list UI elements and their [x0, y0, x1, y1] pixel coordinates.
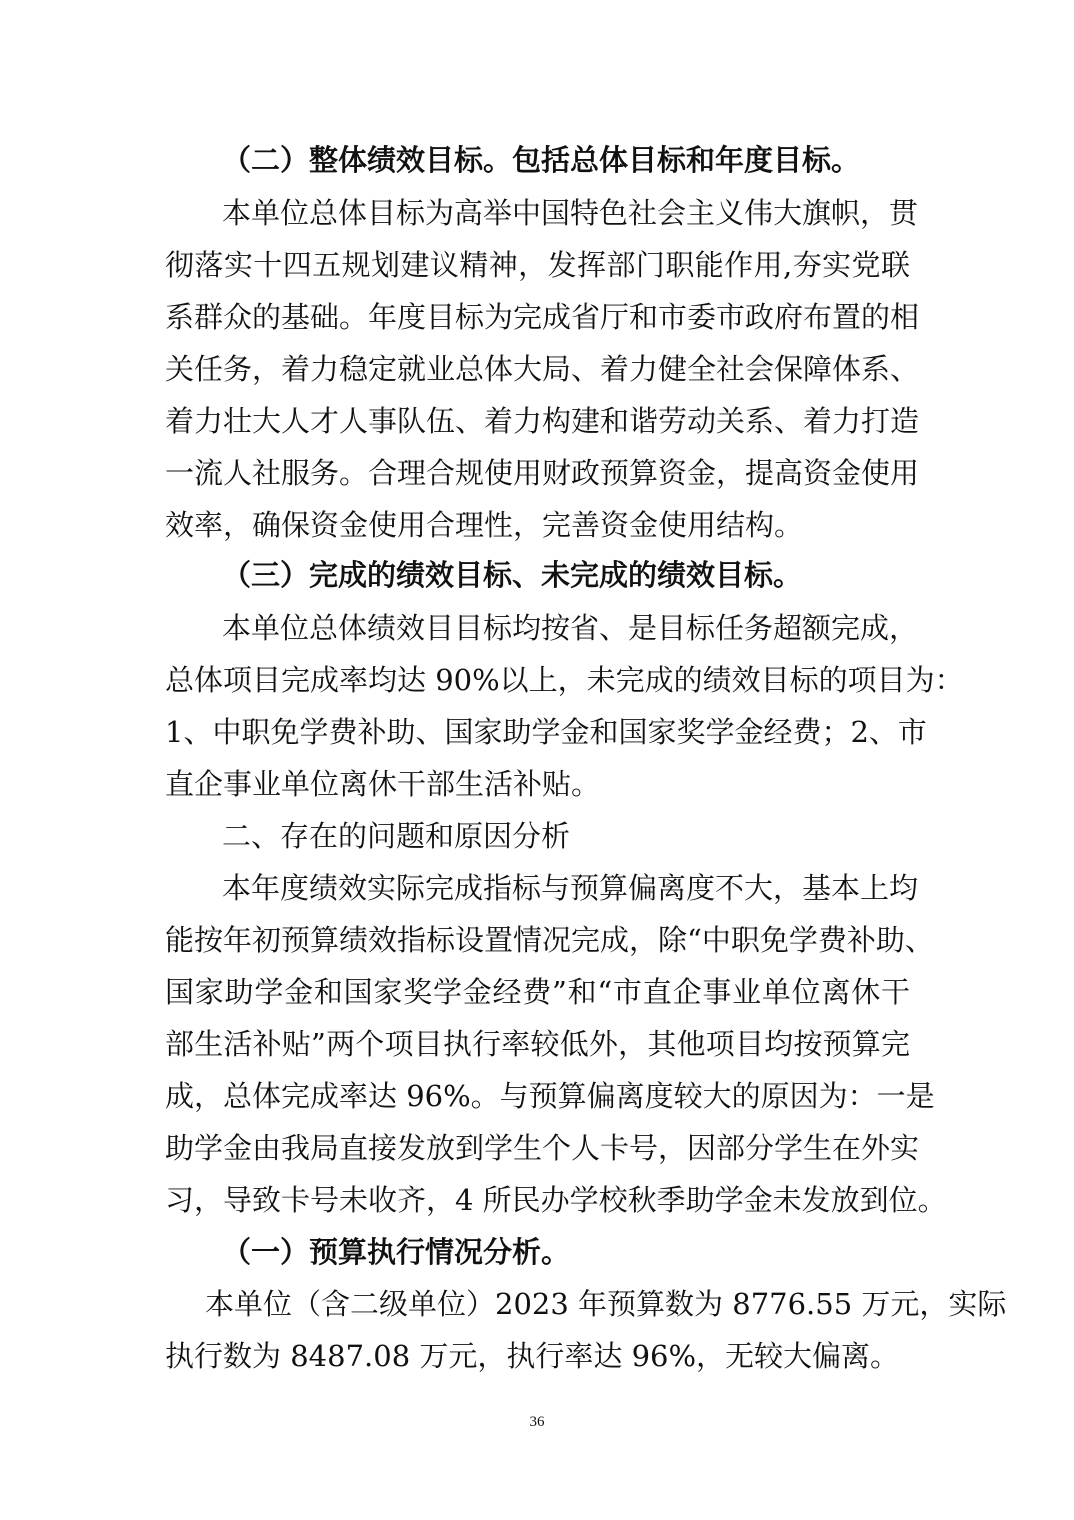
section-heading-completed-goals: （三）完成的绩效目标、未完成的绩效目标。 [222, 558, 803, 592]
paragraph-line: 1、中职免学费补助、国家助学金和国家奖学金经费；2、市 [165, 715, 927, 749]
paragraph-line: 系群众的基础。年度目标为完成省厅和市委市政府布置的相 [165, 300, 920, 334]
paragraph-line: 一流人社服务。合理合规使用财政预算资金，提高资金使用 [165, 456, 920, 490]
paragraph-line: 本单位（含二级单位）2023 年预算数为 8776.55 万元，实际 [205, 1287, 1007, 1321]
part-heading-problems: 二、存在的问题和原因分析 [222, 819, 571, 853]
paragraph-line: 部生活补贴”两个项目执行率较低外，其他项目均按预算完 [165, 1027, 910, 1061]
paragraph-line: 国家助学金和国家奖学金经费”和“市直企事业单位离休干 [165, 975, 910, 1009]
paragraph-line: 成，总体完成率达 96%。与预算偏离度较大的原因为：一是 [165, 1079, 935, 1113]
paragraph-line: 直企事业单位离休干部生活补贴。 [165, 767, 601, 801]
paragraph-line: 本单位总体绩效目目标均按省、是目标任务超额完成， [222, 611, 919, 645]
paragraph-line: 本年度绩效实际完成指标与预算偏离度不大，基本上均 [222, 871, 919, 905]
paragraph-line: 彻落实十四五规划建议精神，发挥部门职能作用,夯实党联 [165, 248, 910, 282]
paragraph-line: 效率，确保资金使用合理性，完善资金使用结构。 [165, 508, 804, 542]
paragraph-line: 能按年初预算绩效指标设置情况完成，除“中职免学费补助、 [165, 923, 934, 957]
paragraph-line: 习，导致卡号未收齐，4 所民办学校秋季助学金未发放到位。 [165, 1183, 947, 1217]
paragraph-line: 总体项目完成率均达 90%以上，未完成的绩效目标的项目为： [165, 663, 964, 697]
paragraph-line: 助学金由我局直接发放到学生个人卡号，因部分学生在外实 [165, 1131, 920, 1165]
paragraph-line: 关任务，着力稳定就业总体大局、着力健全社会保障体系、 [165, 352, 920, 386]
section-heading-overall-goals: （二）整体绩效目标。包括总体目标和年度目标。 [222, 143, 861, 177]
paragraph-line: 着力壮大人才人事队伍、着力构建和谐劳动关系、着力打造 [165, 404, 920, 438]
paragraph-line: 本单位总体目标为高举中国特色社会主义伟大旗帜，贯 [222, 196, 919, 230]
subsection-heading-budget-execution: （一）预算执行情况分析。 [222, 1235, 571, 1269]
paragraph-line: 执行数为 8487.08 万元，执行率达 96%，无较大偏离。 [165, 1339, 900, 1373]
page-number: 36 [529, 1414, 545, 1430]
